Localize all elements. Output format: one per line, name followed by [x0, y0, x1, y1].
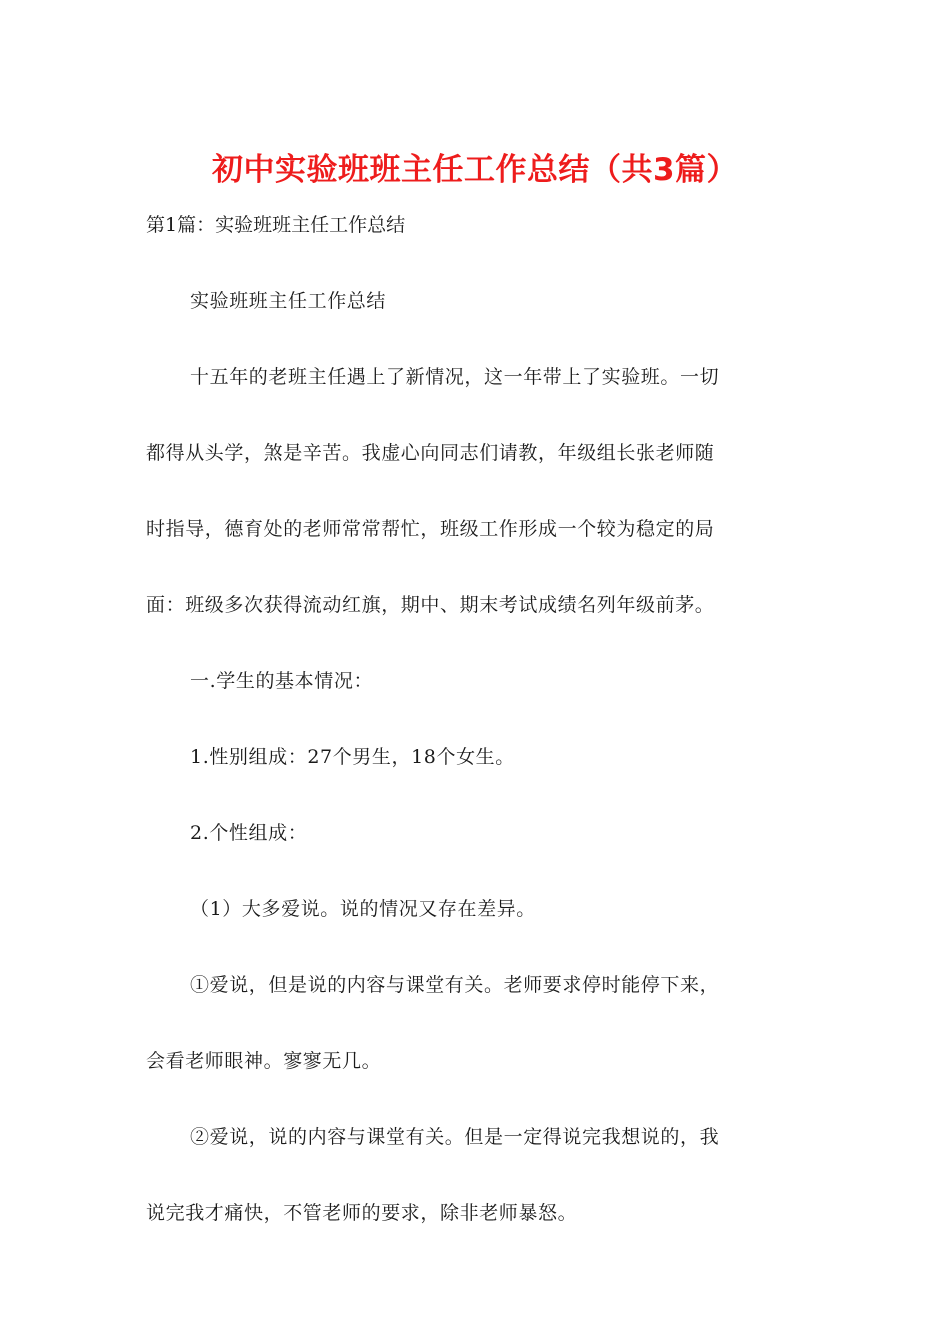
paragraph-line: 都得从头学，煞是辛苦。我虚心向同志们请教，年级组长张老师随: [146, 442, 715, 464]
paragraph-line: 面：班级多次获得流动红旗，期中、期末考试成绩名列年级前茅。: [146, 594, 715, 616]
section-heading: [146, 664, 806, 740]
list-item-gender: [146, 740, 806, 816]
paragraph-line: 说完我才痛快，不管老师的要求，除非老师暴怒。: [146, 1202, 578, 1224]
paragraph-line: 十五年的老班主任遇上了新情况，这一年带上了实验班。一切: [190, 366, 720, 388]
list-item-personality: [146, 816, 806, 892]
paragraph-line: 2.个性组成：: [190, 822, 308, 844]
paragraph-line: 会看老师眼神。寥寥无几。: [146, 1050, 382, 1072]
document-title: 初中实验班班主任工作总结（共3篇）: [211, 152, 739, 188]
sub-item-circled-1: [146, 968, 806, 1120]
sub-item-talkative: [146, 892, 806, 968]
paragraph-line: 一.学生的基本情况：: [190, 670, 374, 692]
paragraph-intro: [146, 360, 806, 664]
paragraph-line: 实验班班主任工作总结: [190, 290, 387, 312]
paragraph-line: ②爱说，说的内容与课堂有关。但是一定得说完我想说的，我: [190, 1126, 720, 1148]
paragraph-line: 时指导，德育处的老师常常帮忙，班级工作形成一个较为稳定的局: [146, 518, 715, 540]
paragraph-subtitle: [146, 284, 806, 360]
paragraph-line: 1.性别组成：27个男生，18个女生。: [190, 746, 515, 768]
paragraph-line: （1）大多爱说。说的情况又存在差异。: [190, 898, 536, 920]
paragraph-line: ①爱说，但是说的内容与课堂有关。老师要求停时能停下来，: [190, 974, 720, 996]
sub-item-circled-2: [146, 1120, 806, 1272]
chapter-heading: 第1篇：实验班班主任工作总结: [146, 214, 406, 236]
